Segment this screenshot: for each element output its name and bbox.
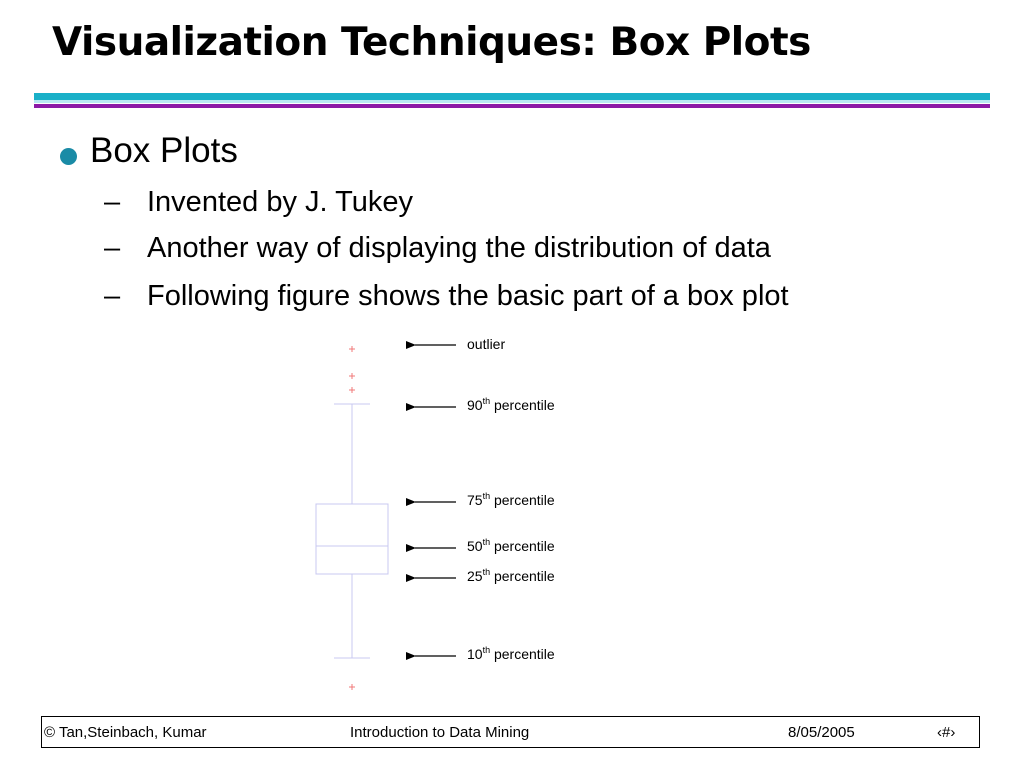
label-word: percentile: [493, 538, 555, 554]
label-word: percentile: [493, 492, 555, 508]
label-word: percentile: [493, 646, 555, 662]
label-75th-percentile: [467, 492, 555, 508]
label-word: percentile: [493, 397, 555, 413]
outlier-marker-upper-2: [349, 387, 355, 393]
label-number: 50: [467, 538, 483, 554]
label-suffix: th: [482, 537, 491, 547]
label-90th-percentile: [467, 397, 555, 413]
label-word: percentile: [493, 568, 555, 584]
dash-icon: –: [104, 186, 121, 218]
label-25th-percentile: [467, 568, 555, 584]
callout-arrows: [415, 345, 456, 656]
label-number: 10: [467, 646, 483, 662]
bullet-box-plots: Box Plots: [90, 131, 238, 170]
outlier-marker-bottom: [349, 684, 355, 690]
outlier-marker-upper-1: [349, 373, 355, 379]
label-number: 75: [467, 492, 483, 508]
label-suffix: th: [482, 567, 491, 577]
dash-icon: –: [104, 280, 121, 312]
label-suffix: th: [482, 645, 491, 655]
box: [316, 504, 388, 574]
label-suffix: th: [482, 491, 491, 501]
subitem-text: Invented by J. Tukey: [147, 186, 413, 218]
slide-footer: [41, 716, 980, 748]
label-suffix: th: [482, 396, 491, 406]
label-number: 90: [467, 397, 483, 413]
dash-icon: –: [104, 232, 121, 264]
footer-date: 8/05/2005: [788, 724, 855, 741]
label-number: 25: [467, 568, 483, 584]
label-50th-percentile: [467, 538, 555, 554]
subitem-text: Another way of displaying the distribution of data: [147, 232, 771, 264]
footer-course: Introduction to Data Mining: [350, 724, 530, 741]
footer-page-number: ‹#›: [937, 724, 956, 741]
label-10th-percentile: [467, 646, 555, 662]
footer-authors: © Tan,Steinbach, Kumar: [44, 724, 207, 741]
slide-title: Visualization Techniques: Box Plots: [52, 20, 811, 65]
box-whisker: [316, 404, 388, 658]
subitem-text: Following figure shows the basic part of a box plot: [147, 280, 789, 312]
label-outlier: outlier: [467, 336, 506, 352]
outlier-marker-top: [349, 346, 355, 352]
